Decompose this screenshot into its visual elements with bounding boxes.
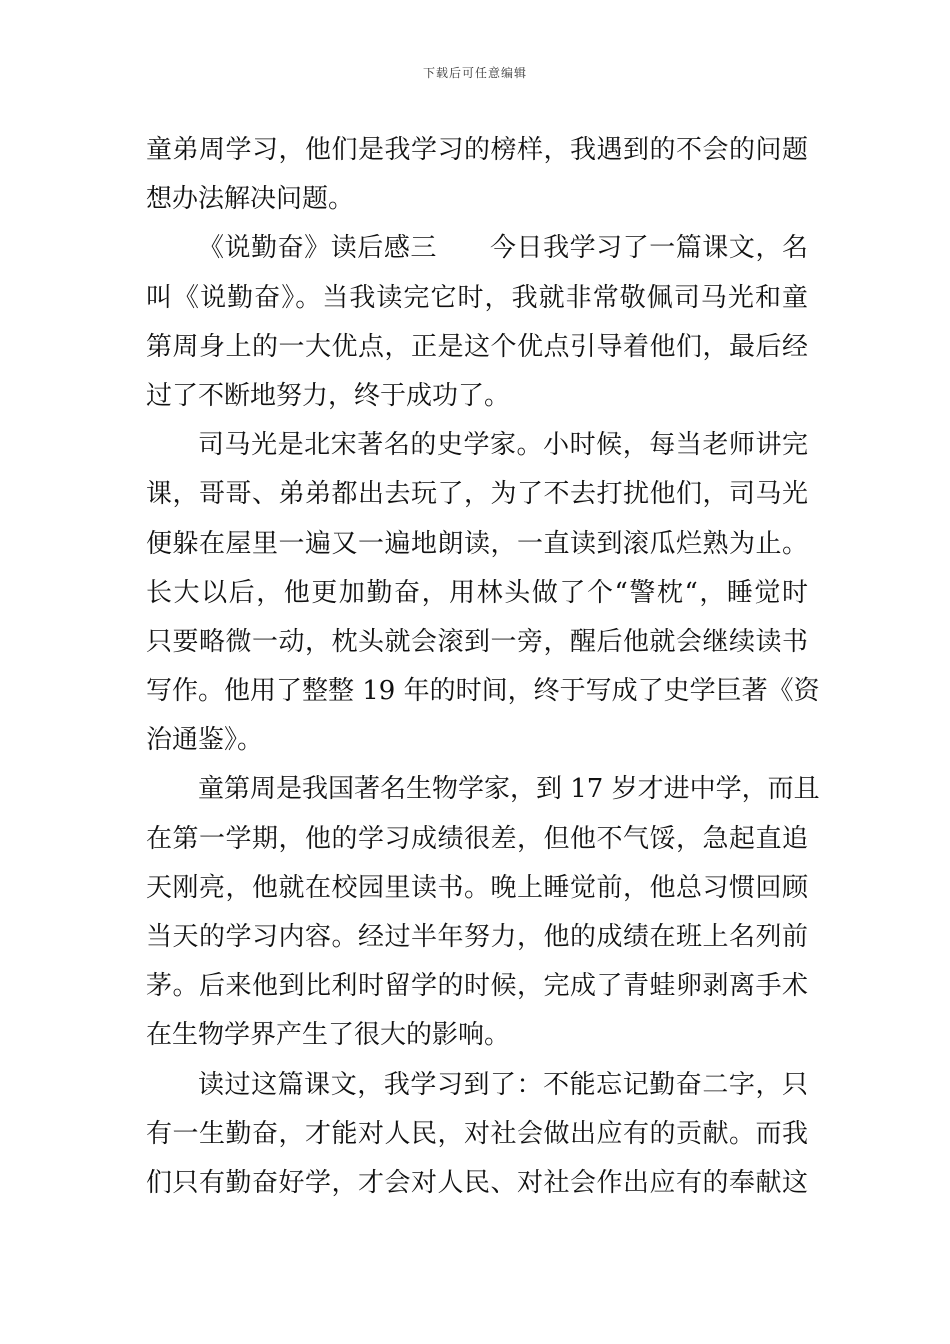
text-line: 第周身上的一大优点，正是这个优点引导着他们，最后经 <box>146 331 808 362</box>
text-line: 《说勤奋》读后感三 今日我学习了一篇课文，名 <box>198 233 808 264</box>
paragraph <box>146 421 820 765</box>
document-body <box>146 126 820 1208</box>
text-line: 读过这篇课文，我学习到了：不能忘记勤奋二字，只 <box>198 1069 808 1100</box>
text-line: 有一生勤奋，才能对人民，对社会做出应有的贡献。而我 <box>146 1118 808 1149</box>
text-line: 写作。他用了整整 19 年的时间，终于写成了史学巨著《资 <box>146 676 820 707</box>
text-line: 茅。后来他到比利时留学的时候，完成了青蛙卵剥离手术 <box>146 971 808 1002</box>
text-line: 想办法解决问题。 <box>146 184 355 215</box>
text-line: 在第一学期，他的学习成绩很差，但他不气馁，急起直追 <box>146 823 808 854</box>
text-line: 天刚亮，他就在校园里读书。晚上睡觉前，他总习惯回顾 <box>146 872 808 903</box>
page-header: 下载后可任意编辑 <box>422 66 527 80</box>
paragraph <box>146 126 808 224</box>
text-line: 过了不断地努力，终于成功了。 <box>146 380 511 411</box>
text-line: 们只有勤奋好学，才会对人民、对社会作出应有的奉献这 <box>146 1167 808 1198</box>
text-line: 便躲在屋里一遍又一遍地朗读，一直读到滚瓜烂熟为止。 <box>146 528 808 559</box>
text-line: 童弟周学习，他们是我学习的榜样，我遇到的不会的问题 <box>146 135 808 165</box>
paragraph <box>146 224 808 421</box>
text-line: 当天的学习内容。经过半年努力，他的成绩在班上名列前 <box>146 922 808 952</box>
text-line: 治通鉴》。 <box>146 725 264 756</box>
paragraph <box>146 1061 808 1209</box>
text-line: 在生物学界产生了很大的影响。 <box>146 1020 511 1051</box>
text-line: 叫《说勤奋》。当我读完它时，我就非常敬佩司马光和童 <box>146 282 808 313</box>
text-line: 课，哥哥、弟弟都出去玩了，为了不去打扰他们，司马光 <box>146 479 808 510</box>
paragraph <box>146 765 820 1060</box>
text-line: 长大以后，他更加勤奋，用林头做了个“警枕“，睡觉时 <box>146 577 808 608</box>
text-line: 司马光是北宋著名的史学家。小时候，每当老师讲完 <box>198 430 808 461</box>
text-line: 童第周是我国著名生物学家，到 17 岁才进中学，而且 <box>198 774 820 805</box>
text-line: 只要略微一动，枕头就会滚到一旁，醒后他就会继续读书 <box>146 626 808 657</box>
